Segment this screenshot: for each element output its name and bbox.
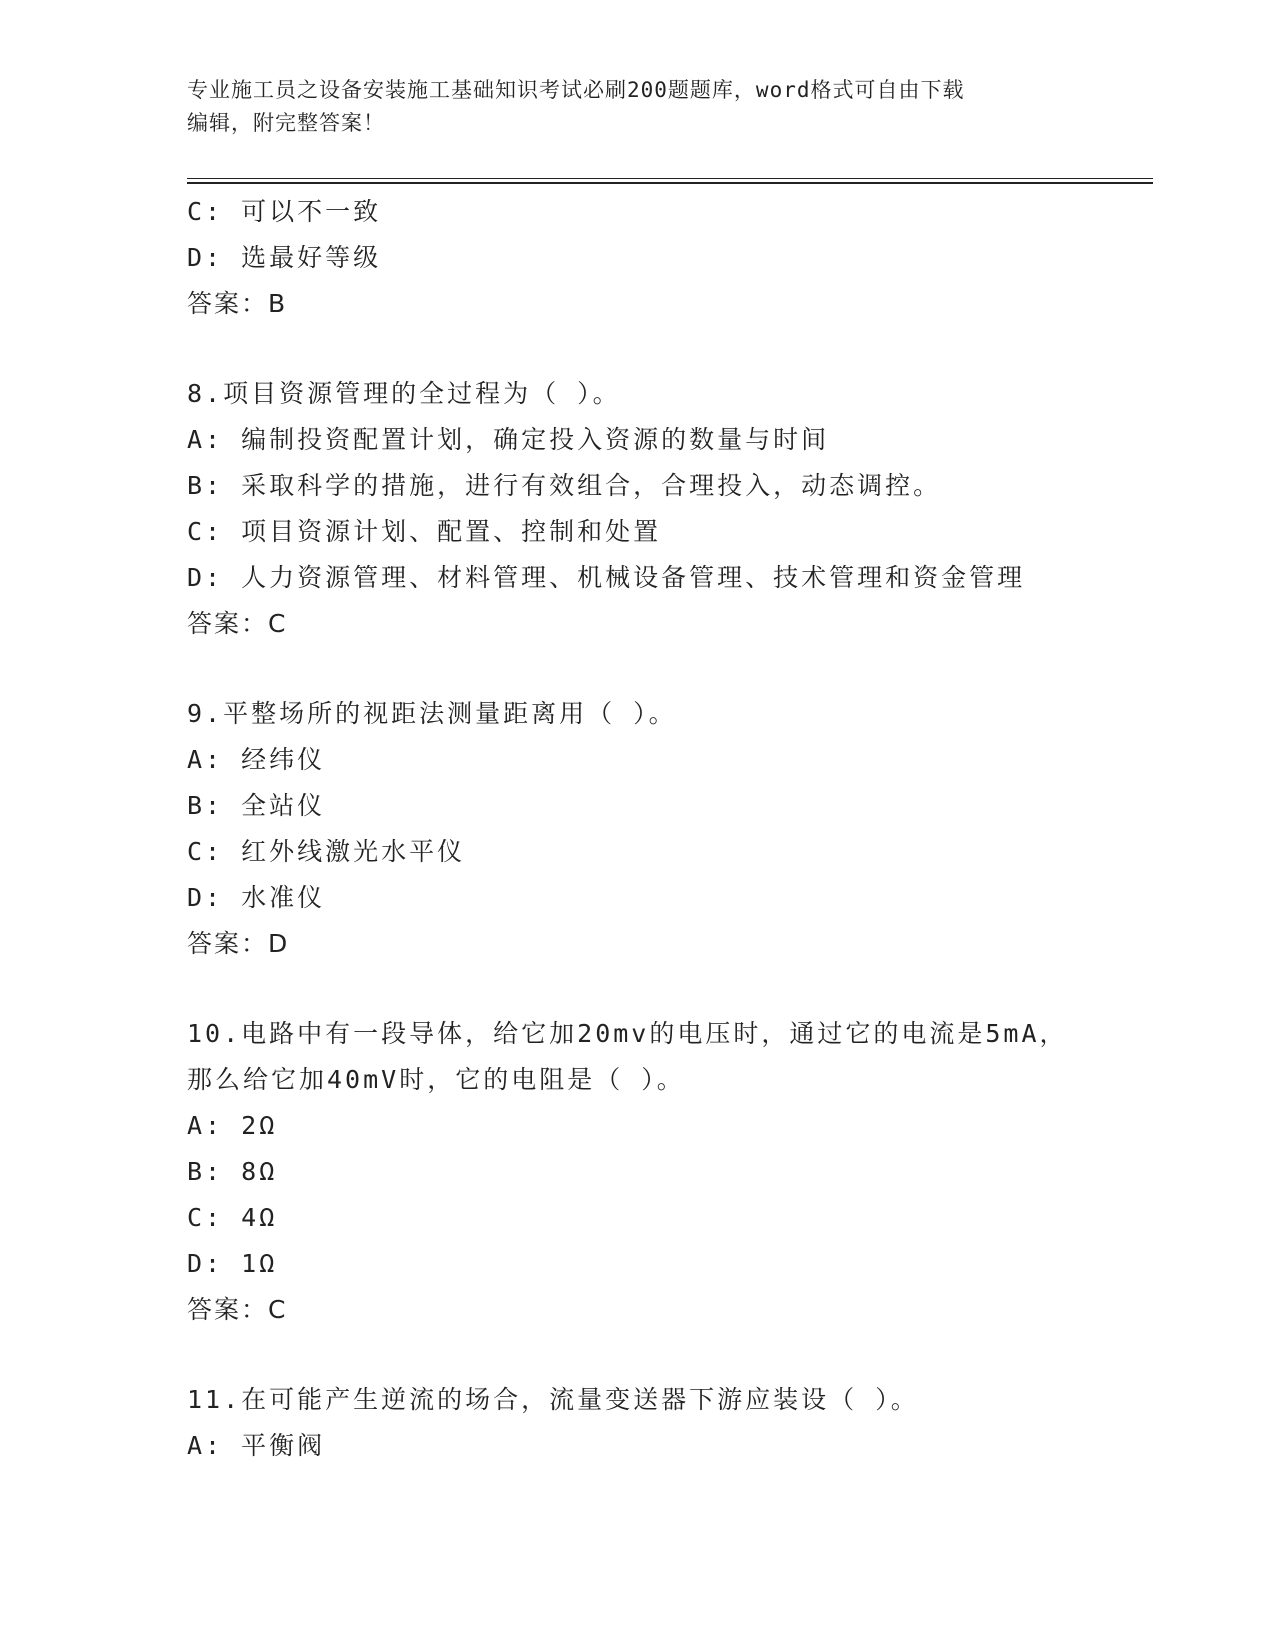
question-stem: 8.项目资源管理的全过程为（ ）。 bbox=[187, 379, 621, 408]
question-9 bbox=[187, 691, 1087, 967]
question-7-continuation bbox=[187, 189, 1087, 327]
question-8 bbox=[187, 371, 1087, 647]
option-a: A: 经纬仪 bbox=[187, 745, 326, 774]
answer-line: 答案：C bbox=[187, 609, 288, 638]
option-a: A: 平衡阀 bbox=[187, 1431, 326, 1460]
option-b: B: 全站仪 bbox=[187, 791, 326, 820]
answer-line: 答案：D bbox=[187, 929, 290, 958]
option-c: C: 4Ω bbox=[187, 1203, 278, 1232]
option-c: C: 红外线激光水平仪 bbox=[187, 837, 466, 866]
header-divider-thin bbox=[187, 178, 1153, 179]
option-b: B: 8Ω bbox=[187, 1157, 278, 1186]
question-spacer bbox=[187, 967, 1087, 1011]
option-a: A: 2Ω bbox=[187, 1111, 278, 1140]
option-d: D: 1Ω bbox=[187, 1249, 278, 1278]
question-stem-continued: 那么给它加40mV时，它的电阻是（ ）。 bbox=[187, 1065, 685, 1094]
option-b: B: 采取科学的措施，进行有效组合，合理投入，动态调控。 bbox=[187, 471, 942, 500]
option-c: C: 项目资源计划、配置、控制和处置 bbox=[187, 517, 662, 546]
option-d: D: 人力资源管理、材料管理、机械设备管理、技术管理和资金管理 bbox=[187, 563, 1026, 592]
question-stem: 9.平整场所的视距法测量距离用（ ）。 bbox=[187, 699, 677, 728]
header-title-line-2: 编辑，附完整答案！ bbox=[187, 111, 385, 135]
question-10 bbox=[187, 1011, 1087, 1333]
question-spacer bbox=[187, 647, 1087, 691]
answer-line: 答案：C bbox=[187, 1295, 288, 1324]
answer-line: 答案：B bbox=[187, 289, 288, 318]
document-header bbox=[187, 74, 1067, 140]
header-title-line-1: 专业施工员之设备安装施工基础知识考试必刷200题题库，word格式可自由下载 bbox=[187, 78, 965, 102]
option-d: D: 水准仪 bbox=[187, 883, 326, 912]
option-d: D: 选最好等级 bbox=[187, 243, 382, 272]
question-stem: 10.电路中有一段导体，给它加20mv的电压时，通过它的电流是5mA， bbox=[187, 1019, 1068, 1048]
header-divider-thick bbox=[187, 182, 1153, 184]
question-11 bbox=[187, 1377, 1087, 1469]
option-a: A: 编制投资配置计划，确定投入资源的数量与时间 bbox=[187, 425, 830, 454]
question-stem: 11.在可能产生逆流的场合，流量变送器下游应装设（ ）。 bbox=[187, 1385, 919, 1414]
question-spacer bbox=[187, 1333, 1087, 1377]
question-spacer bbox=[187, 327, 1087, 371]
question-list bbox=[187, 189, 1087, 1469]
option-c: C: 可以不一致 bbox=[187, 197, 382, 226]
